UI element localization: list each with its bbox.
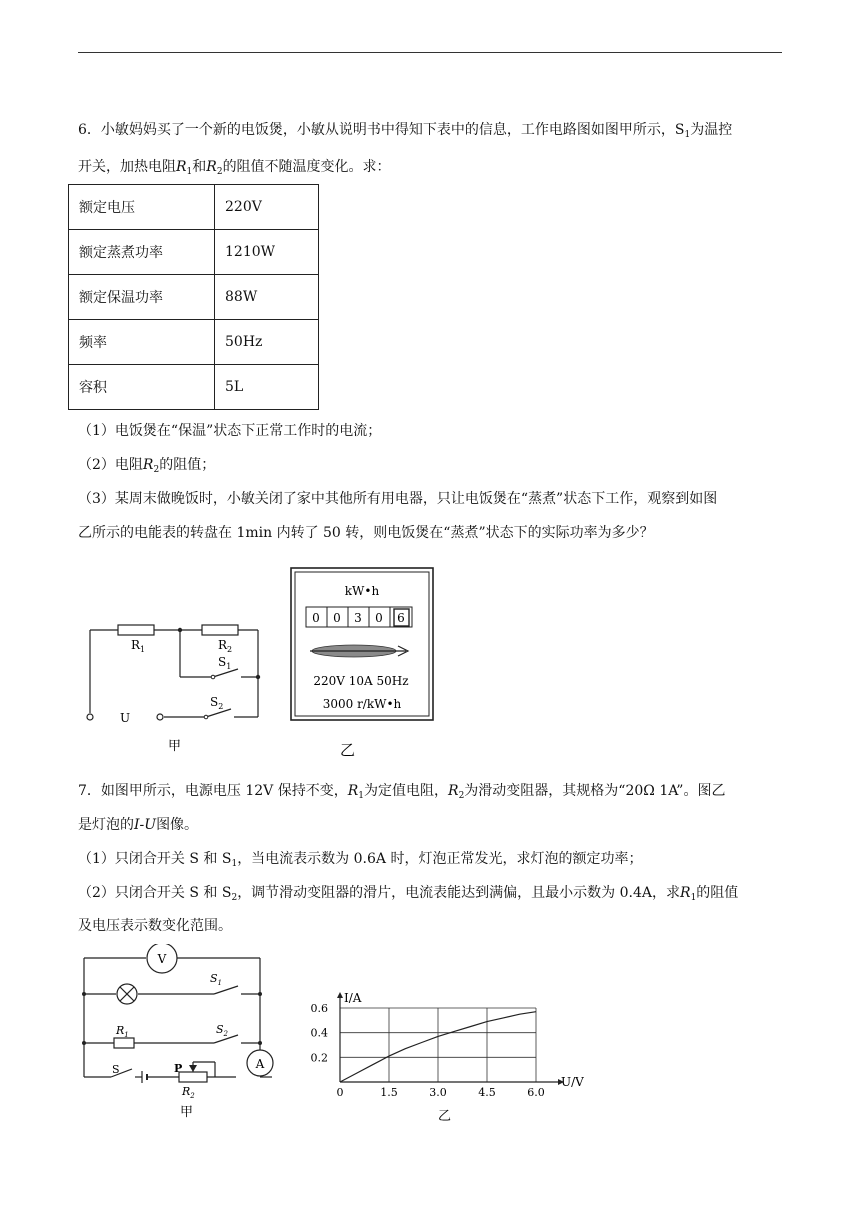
label-u: U	[120, 711, 131, 725]
y-tick-label: 0.2	[310, 1051, 328, 1065]
x-tick-label: 3.0	[429, 1086, 447, 1099]
meter-digit: 6	[397, 611, 405, 625]
header-rule	[78, 52, 782, 53]
chart-grid	[340, 1008, 536, 1082]
meter-digit: 0	[375, 611, 383, 625]
meter-digit: 0	[333, 611, 341, 625]
q6-part1: （1）电饭煲在“保温”状态下正常工作时的电流；	[78, 423, 382, 439]
junction-dot	[178, 628, 182, 632]
table-cell: 50Hz	[215, 320, 319, 365]
table-row	[69, 275, 319, 320]
junction-dot	[82, 992, 86, 996]
table-cell: 88W	[215, 275, 319, 320]
table-cell: 220V	[215, 185, 319, 230]
y-axis-arrow	[337, 992, 343, 998]
x-tick-label: 1.5	[380, 1086, 398, 1099]
label-s1: $S_1$	[210, 972, 223, 987]
terminal-right	[157, 714, 163, 720]
meter-digit: 0	[312, 611, 320, 625]
chart-axes	[337, 992, 564, 1085]
meter-digit: 3	[354, 611, 362, 625]
label-s2: $S_2$	[216, 1023, 229, 1038]
voltmeter-label: V	[157, 952, 167, 966]
x-tick-label: 0	[336, 1086, 344, 1099]
q6-part3-line1: （3）某周末做晚饭时，小敏关闭了家中其他所有用电器，只让电饭煲在“蒸煮”状态下工作，观察到如图	[78, 491, 718, 507]
table-cell: 额定蒸煮功率	[69, 230, 215, 275]
spec-table	[68, 184, 319, 410]
q7-part2-line1: （2）只闭合开关 S 和 $S_2$，调节滑动变阻器的滑片，电流表能达到满偏，且最小示数为 0.4A，求$R_1$的阻值	[78, 885, 739, 903]
y-axis-label: I/A	[344, 991, 362, 1005]
table-cell: 频率	[69, 320, 215, 365]
slider-arrow	[189, 1065, 197, 1072]
table-cell: 额定保温功率	[69, 275, 215, 320]
x-tick-label: 6.0	[527, 1086, 545, 1099]
meter-rating: 220V 10A 50Hz	[313, 674, 409, 688]
ammeter-label: A	[255, 1057, 265, 1071]
iu-chart	[300, 990, 600, 1130]
label-r2: $R_2$	[218, 638, 233, 654]
q7-part1: （1）只闭合开关 S 和 $S_1$，当电流表示数为 0.6A 时，灯泡正常发光，求灯泡的额定功率；	[78, 851, 643, 869]
label-r1: $R_1$	[131, 638, 146, 654]
q6-circuit-diagram	[78, 612, 278, 757]
table-row	[69, 320, 319, 365]
q6-line1: 6．小敏妈妈买了一个新的电饭煲，小敏从说明书中得知下表中的信息，工作电路图如图甲所示，$S_1$为温控	[78, 122, 733, 140]
junction-dot	[256, 675, 260, 679]
label-r1: $R_1$	[116, 1024, 129, 1039]
label-s: S	[112, 1063, 120, 1076]
junction-dot	[82, 1041, 86, 1045]
caption-yi: 乙	[340, 741, 356, 759]
q7-part2-line2: 及电压表示数变化范围。	[78, 918, 232, 934]
q6-part2: （2）电阻$R_2$的阻值；	[78, 457, 216, 475]
label-r2: $R_2$	[182, 1085, 195, 1100]
caption-jia: 甲	[180, 1105, 194, 1120]
table-cell: 1210W	[215, 230, 319, 275]
label-s1: $S_1$	[218, 655, 232, 671]
x-tick-label: 4.5	[478, 1086, 496, 1099]
table-cell: 额定电压	[69, 185, 215, 230]
y-tick-label: 0.6	[310, 1002, 328, 1015]
switch-s1-pivot	[211, 675, 215, 679]
q6-part3-line2: 乙所示的电能表的转盘在 1min 内转了 50 转，则电饭煲在“蒸煮”状态下的实际功率为多少？	[78, 525, 654, 541]
electric-meter	[288, 565, 438, 760]
table-row	[69, 185, 319, 230]
label-s2: $S_2$	[210, 695, 224, 711]
q7-line1: 7．如图甲所示，电源电压 12V 保持不变，$R_1$为定值电阻，$R_2$为滑动变阻器，其规格为“20Ω 1A”。图乙	[78, 783, 726, 801]
meter-revolutions: 3000 r/kW•h	[322, 697, 402, 711]
junction-dot	[258, 1041, 262, 1045]
y-tick-label: 0.4	[310, 1026, 328, 1040]
terminal-left	[87, 714, 93, 720]
label-p: P	[174, 1062, 183, 1075]
meter-unit: kW•h	[344, 584, 380, 598]
switch-s2-pivot	[204, 715, 208, 719]
q7-line2: 是灯泡的I-U图像。	[78, 817, 199, 833]
q6-line2: 开关，加热电阻$R_1$和$R_2$的阻值不随温度变化。求：	[78, 159, 391, 177]
caption-yi: 乙	[438, 1109, 452, 1124]
table-row	[69, 230, 319, 275]
table-row	[69, 365, 319, 410]
caption-jia: 甲	[168, 739, 182, 754]
table-cell: 容积	[69, 365, 215, 410]
x-axis-label: U/V	[561, 1075, 584, 1089]
table-cell: 5L	[215, 365, 319, 410]
junction-dot	[258, 992, 262, 996]
q7-circuit-diagram	[76, 944, 286, 1124]
